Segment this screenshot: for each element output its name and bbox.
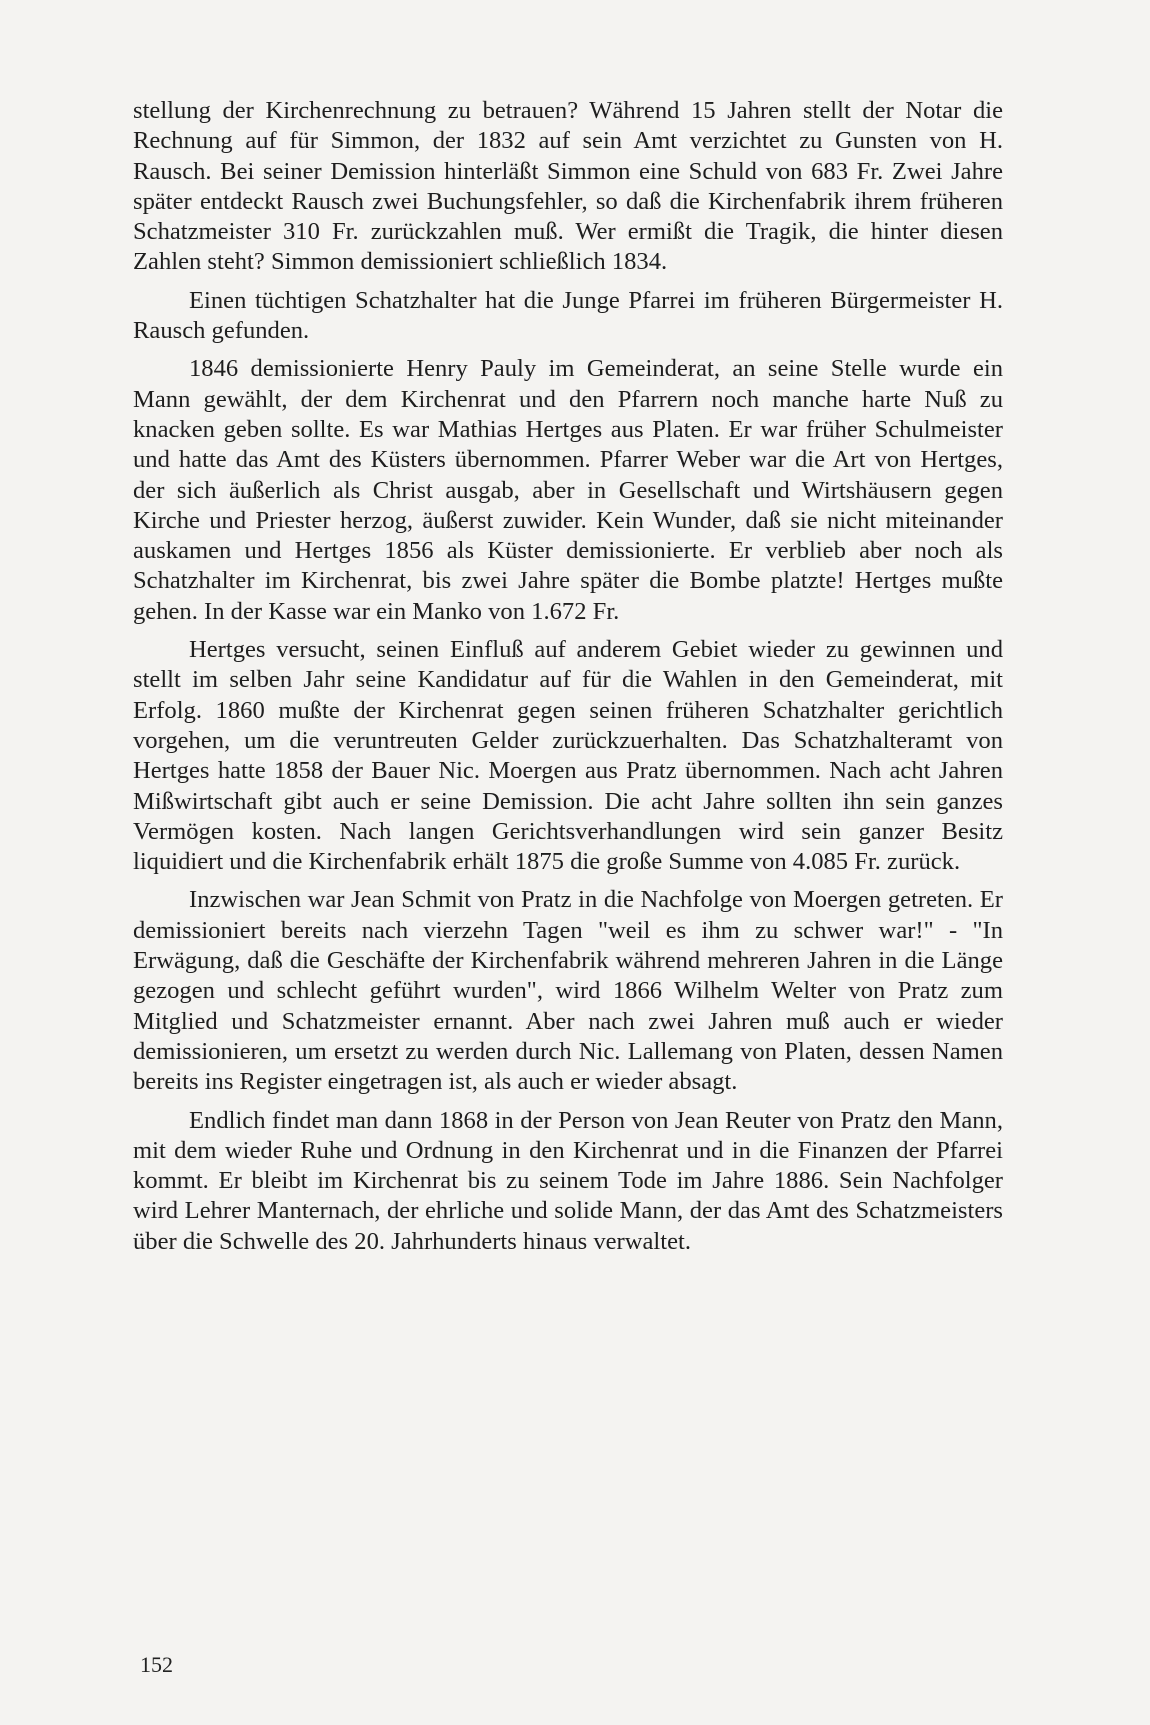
page-number: 152 xyxy=(140,1652,173,1677)
paragraph: Inzwischen war Jean Schmit von Pratz in die Nachfolge von Moergen getreten. Er demissioniert bereits nach vierzehn Tagen "weil es ihm zu schwer war!" - "In Erwägung, daß die Geschäfte der Kirchenfabrik während mehreren Jahren in die Länge gezogen und schlecht geführt wurden", wird 1866 Wilhelm Welter von Pratz zum Mitglied und Schatzmeister ernannt. Aber nach zwei Jahren muß auch er wieder demissionieren, um ersetzt zu werden durch Nic. Lallemang von Platen, dessen Namen bereits ins Register eingetragen ist, als auch er wieder absagt. xyxy=(133,886,1003,1096)
paragraph: Hertges versucht, seinen Einfluß auf anderem Gebiet wieder zu gewinnen und stellt im selben Jahr seine Kandidatur auf für die Wahlen in den Gemeinderat, mit Erfolg. 1860 mußte der Kirchenrat gegen seinen früheren Schatzhalter gerichtlich vorgehen, um die veruntreuten Gelder zurückzuerhalten. Das Schatzhalteramt von Hertges hatte 1858 der Bauer Nic. Moergen aus Pratz übernommen. Nach acht Jahren Mißwirtschaft gibt auch er seine Demission. Die acht Jahre sollten ihn sein ganzes Vermögen kosten. Nach langen Gerichtsverhandlungen wird sein ganzer Besitz liquidiert und die Kirchenfabrik erhält 1875 die große Summe von 4.085 Fr. zurück. xyxy=(133,636,1003,876)
paragraph: stellung der Kirchenrechnung zu betrauen? Während 15 Jahren stellt der Notar die Rechnung auf für Simmon, der 1832 auf sein Amt verzichtet zu Gunsten von H. Rausch. Bei seiner Demission hinterläßt Simmon eine Schuld von 683 Fr. Zwei Jahre später entdeckt Rausch zwei Buchungsfehler, so daß die Kirchenfabrik ihrem früheren Schatzmeister 310 Fr. zurückzahlen muß. Wer ermißt die Tragik, die hinter diesen Zahlen steht? Simmon demissioniert schließlich 1834. xyxy=(133,97,1003,276)
paragraph: Einen tüchtigen Schatzhalter hat die Junge Pfarrei im früheren Bürgermeister H. Rausch gefunden. xyxy=(133,286,1003,345)
paragraph: 1846 demissionierte Henry Pauly im Gemeinderat, an seine Stelle wurde ein Mann gewählt, der dem Kirchenrat und den Pfarrern noch manche harte Nuß zu knacken geben sollte. Es war Mathias Hertges aus Platen. Er war früher Schulmeister und hatte das Amt des Küsters übernommen. Pfarrer Weber war die Art von Hertges, der sich äußerlich als Christ ausgab, aber in Gesellschaft und Wirtshäusern gegen Kirche und Priester herzog, äußerst zuwider. Kein Wunder, daß sie nicht miteinander auskamen und Hertges 1856 als Küster demissionierte. Er verblieb aber noch als Schatzhalter im Kirchenrat, bis zwei Jahre später die Bombe platzte! Hertges mußte gehen. In der Kasse war ein Manko von 1.672 Fr. xyxy=(133,355,1003,625)
paragraph: Endlich findet man dann 1868 in der Person von Jean Reuter von Pratz den Mann, mit dem wieder Ruhe und Ordnung in den Kirchenrat und in die Finanzen der Pfarrei kommt. Er bleibt im Kirchenrat bis zu seinem Tode im Jahre 1886. Sein Nachfolger wird Lehrer Manternach, der ehrliche und solide Mann, der das Amt des Schatzmeisters über die Schwelle des 20. Jahrhunderts hinaus verwaltet. xyxy=(133,1106,1003,1255)
body-text xyxy=(133,96,1003,1265)
